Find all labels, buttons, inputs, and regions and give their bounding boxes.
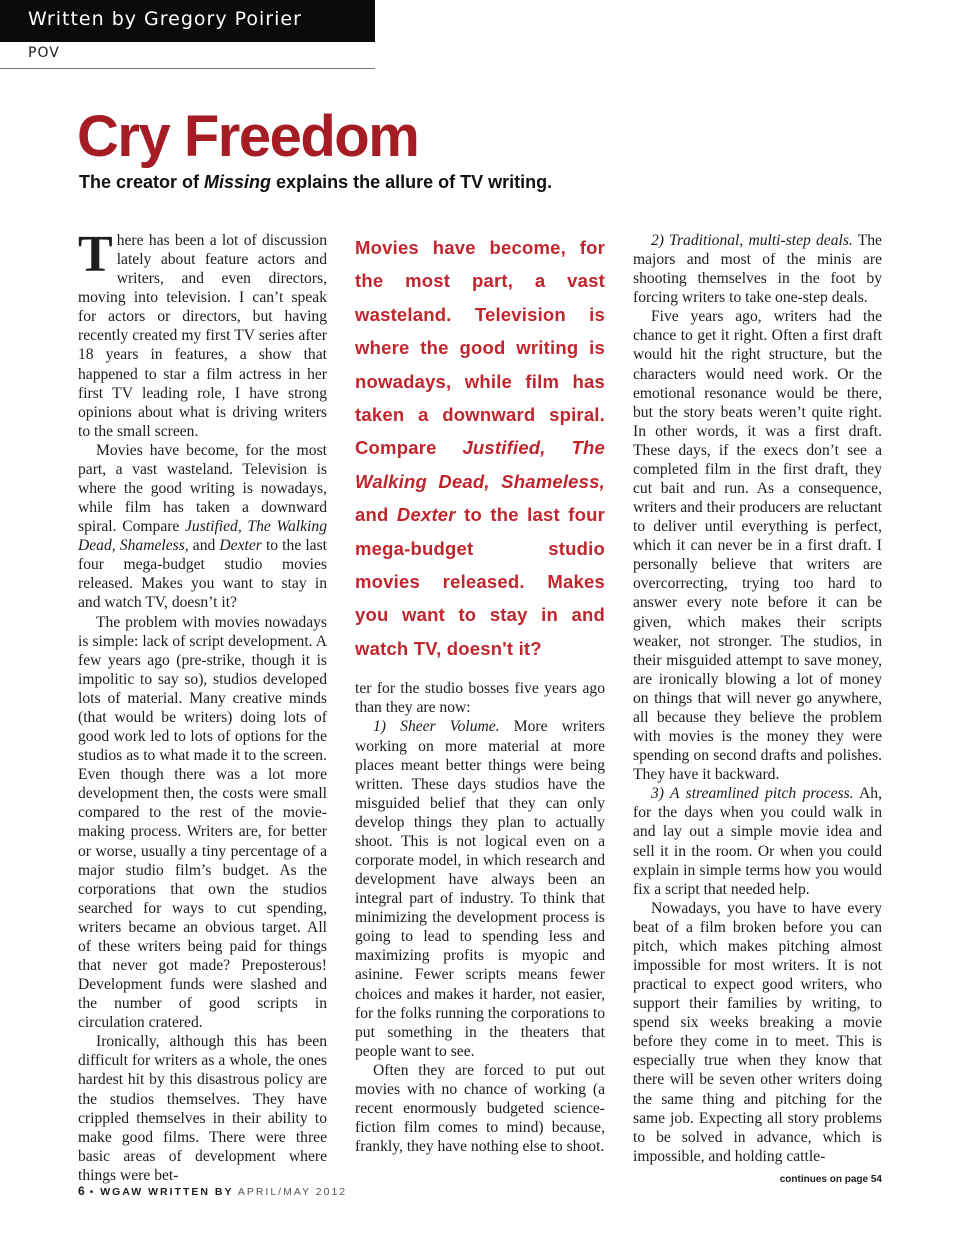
pull-quote-text: to the last four mega-budget studio movies released. Makes you want to stay in and watch TV, doesn't it? bbox=[355, 504, 605, 659]
section-label: Written by Gregory Poirier bbox=[28, 8, 302, 30]
continuation-note: continues on page 54 bbox=[779, 1173, 882, 1185]
show-title: The Walking Dead, bbox=[78, 518, 327, 555]
paragraph-text: Ah, for the days when you could walk in and lay out a simple movie idea and sell it in the room. Or when you could explain in simple terms how you would fix a script that needed help. bbox=[633, 785, 882, 898]
show-title: Dexter bbox=[219, 537, 262, 555]
show-title: Shameless, bbox=[501, 470, 605, 492]
section-heading: 3) A streamlined pitch process. bbox=[651, 785, 854, 803]
show-title: Justified, bbox=[185, 518, 242, 536]
paragraph-text: The majors and most of the minis are shooting themselves in the foot by forcing writers to take one-step deals. bbox=[633, 232, 882, 307]
paragraph: Nowadays, you have to have every beat of a film broken before you can pitch, which makes pitching almost impossible for most writers. It is not practical to expect good writers, who support their families by writing, to spend six weeks breaking a movie before they come in to meet. This is especially true when they know that there will be seven other writers doing the same thing and pitching for the same job. Expecting all story problems to be solved in advance, which is impossible, and holding cattle- bbox=[633, 899, 882, 1165]
show-title: Shameless, bbox=[119, 537, 189, 555]
subtitle-text-post: explains the allure of TV writing. bbox=[271, 172, 553, 192]
subtitle-show-title: Missing bbox=[204, 172, 272, 192]
column-2 bbox=[355, 231, 605, 1156]
paragraph: Five years ago, writers had the chance to get it right. Often a first draft would hit the right structure, but the characters would need work. Or the emotional resonance would be there, but the story beats weren’t quite right. In other words, it was a first draft. These days, if the execs don’t see a completed film in the first draft, they cut bait and run. As a consequence, writers and their producers are reluctant to deliver until everything is perfect, which it can never be in a first draft. I personally believe that writers are overcorrecting, trying too hard to answer every note before it can be given, which makes their scripts weaker, not stronger. The studios, in their misguided attempt to save money, are ironically blowing a lot of money on things that will never go anywhere, all because they believe the problem with movies is the money they were spending on second drafts and polishes. They have it backward. bbox=[633, 308, 882, 784]
magazine-name: WGAW WRITTEN BY bbox=[100, 1186, 234, 1198]
paragraph-text: Movies have become, for the most part, a vast wasteland. Television is where the good writing is nowadays, while film has taken a downward spiral. Compare bbox=[78, 441, 327, 536]
page-number: 6 bbox=[78, 1184, 85, 1198]
paragraph: ter for the studio bosses five years ago than they are now: bbox=[355, 680, 605, 717]
column-3 bbox=[633, 231, 882, 1189]
paragraph: Often they are forced to put out movies with no chance of working (a recent enormously budgeted science-fiction film comes to mind) because, frankly, they have nothing else to shoot. bbox=[355, 1061, 605, 1156]
subtitle-text-pre: The creator of bbox=[79, 172, 205, 192]
header-bar bbox=[0, 0, 375, 42]
paragraph: Ironically, although this has been difficult for writers as a whole, the ones hardest hit by this disastrous policy are the studios themselves. They have crippled themselves in their ability to make good films. There were three basic areas of development where things were bet- bbox=[78, 1033, 327, 1184]
paragraph bbox=[633, 784, 882, 898]
paragraph bbox=[355, 717, 605, 1060]
page-footer bbox=[78, 1184, 347, 1198]
paragraph bbox=[78, 226, 327, 441]
section-heading: 1) Sheer Volume. bbox=[373, 718, 500, 736]
article-subtitle bbox=[79, 172, 552, 193]
pull-quote bbox=[355, 231, 605, 665]
paragraph-text: to the last four mega-budget studio movies released. Makes you want to stay in and watch TV, doesn’t it? bbox=[78, 537, 327, 612]
section-heading: 2) Traditional, multi-step deals. bbox=[651, 232, 853, 249]
header-divider bbox=[0, 68, 375, 69]
conjunction: and bbox=[355, 504, 397, 526]
footer-bullet: • bbox=[89, 1186, 96, 1198]
show-title: The Walking Dead, bbox=[355, 437, 605, 492]
drop-cap: T bbox=[78, 226, 113, 283]
category-label: POV bbox=[28, 45, 60, 61]
show-title: Dexter bbox=[396, 504, 456, 526]
paragraph bbox=[633, 231, 882, 307]
show-title: Justified, bbox=[462, 437, 546, 459]
conjunction: and bbox=[188, 537, 220, 555]
paragraph-text: More writers working on more material at more places meant better things were being written. These days studios have the misguided belief that they can only develop things they plan to actually shoot. This is not logical even on a corporate model, in which research and development have always been an integral part of industry. To think that minimizing the development process is going to lead to spending less and maximizing profits is myopic and asinine. Fewer scripts means fewer choices and makes it harder, not easier, for the folks running the corporations to put something in the theaters that people want to see. bbox=[355, 718, 605, 1060]
paragraph-text: here has been a lot of discussion lately about feature actors and writers, and even directors, moving into television. I can’t speak for actors or directors, but having recently created my first TV series after 18 years in features, a show that happened to star a film actress in her first TV leading role, I have strong opinions about what is driving writers to the small screen. bbox=[78, 232, 327, 440]
paragraph bbox=[78, 441, 327, 613]
pull-quote-text: Movies have become, for the most part, a vast wasteland. Television is where the good writing is nowadays, while film has taken a downward spiral. Compare bbox=[355, 237, 605, 459]
column-1 bbox=[78, 226, 327, 1185]
issue-date: APRIL/MAY 2012 bbox=[237, 1186, 348, 1198]
article-title: Cry Freedom bbox=[77, 104, 419, 169]
paragraph: The problem with movies nowadays is simple: lack of script development. A few years ago (pre-strike, though it is impolitic to say so), studios developed lots of material. Many creative minds (that would be writers) doing lots of good work led to lots of options for the studios as to what made it to the screen. Even though there was a lot more development then, the costs were small compared to the rest of the movie-making process. Writers are, for better or worse, usually a tiny percentage of a major studio film’s budget. As the corporations that own the studios searched for ways to cut spending, writers became an obvious target. All of these writers being paid for things that never got made? Preposterous! Development funds were slashed and the number of good scripts in circulation cratered. bbox=[78, 613, 327, 1032]
